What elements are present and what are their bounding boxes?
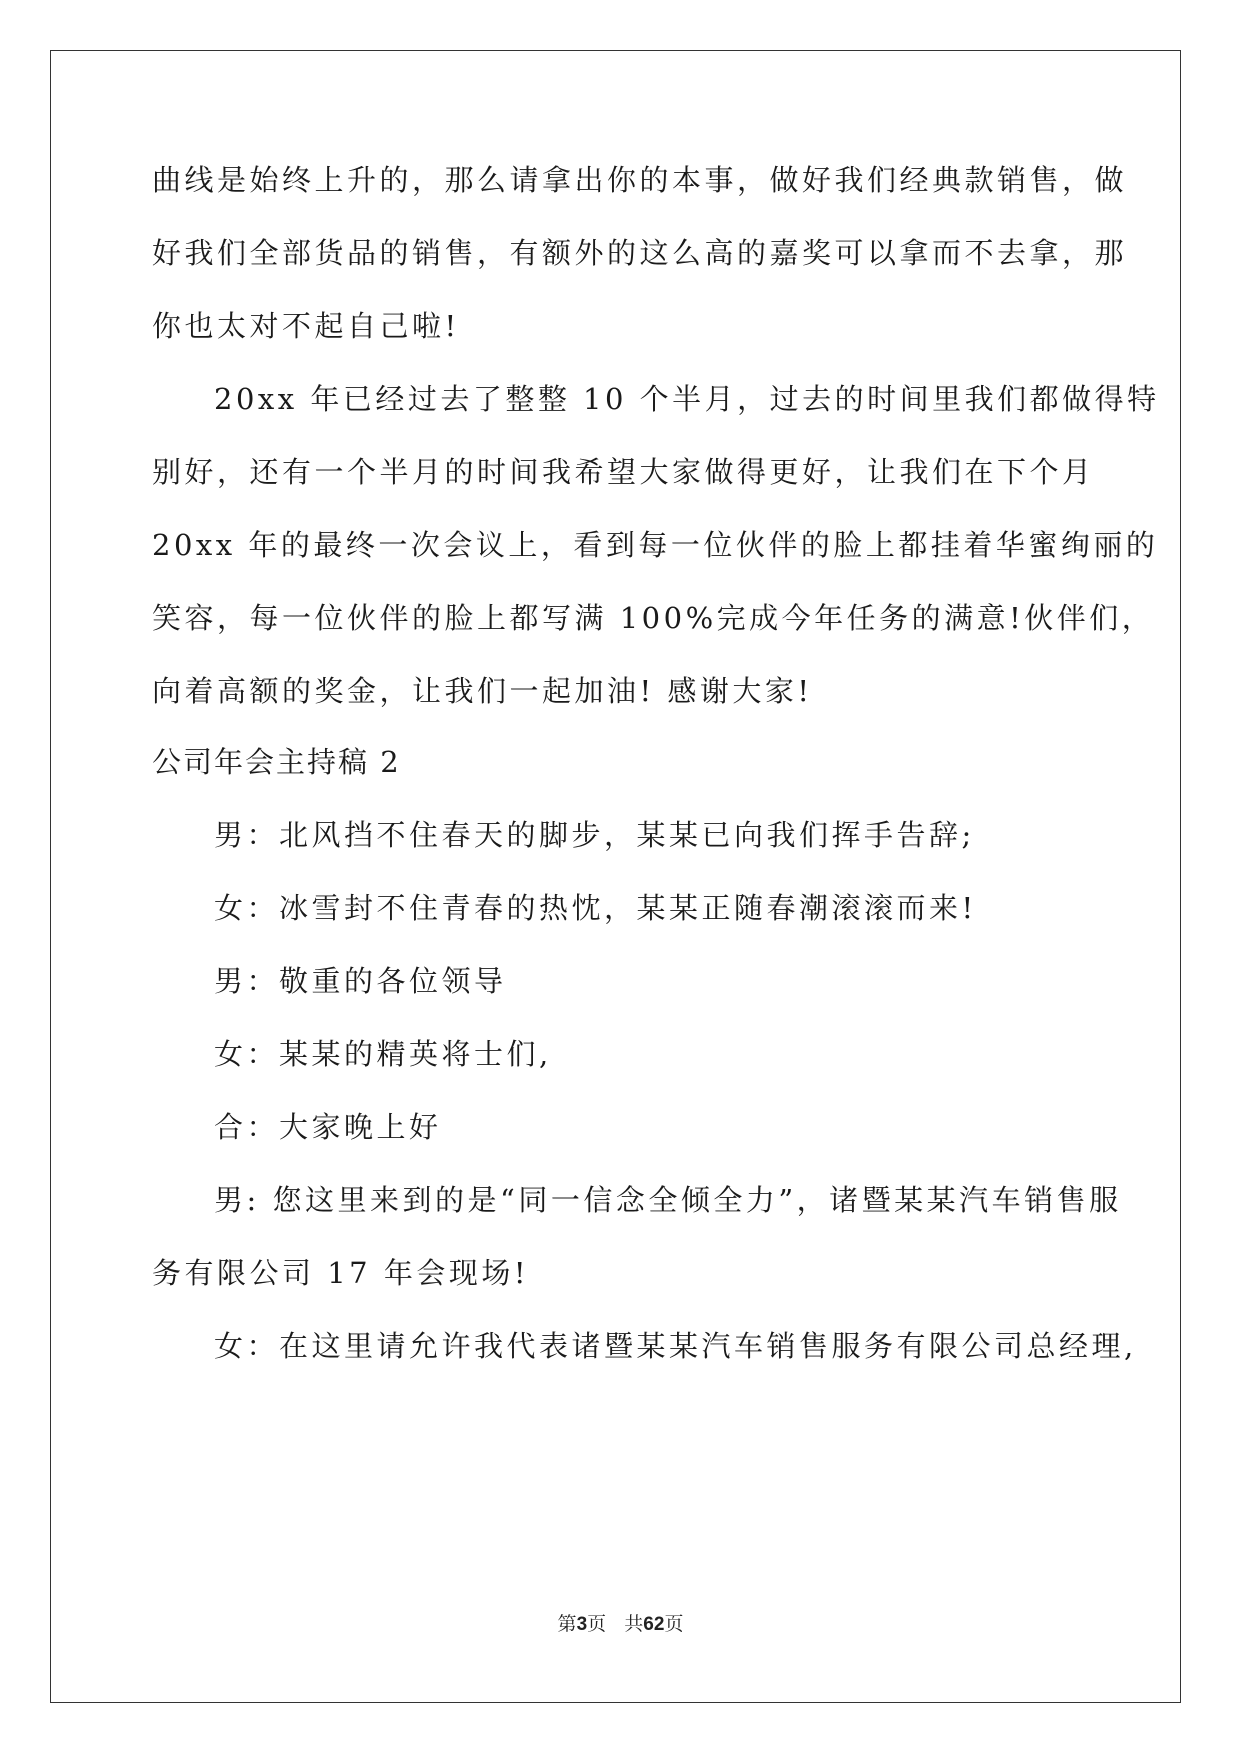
body-line-4: 20xx 年已经过去了整整 10 个半月，过去的时间里我们都做得特 [214, 382, 1160, 416]
body-line-1: 曲线是始终上升的，那么请拿出你的本事，做好我们经典款销售，做 [152, 163, 1128, 197]
total-prefix: 共 [624, 1613, 644, 1635]
body-line-3: 你也太对不起自己啦! [152, 309, 460, 343]
dialogue-line-6: 男: 您这里来到的是“同一信念全倾全力”，诸暨某某汽车销售服 [214, 1183, 1122, 1217]
page-footer [0, 1609, 1241, 1636]
page-prefix: 第 [557, 1613, 577, 1635]
dialogue-line-1: 男：北风挡不住春天的脚步，某某已向我们挥手告辞; [214, 818, 975, 852]
dialogue-line-3: 男：敬重的各位领导 [214, 964, 507, 998]
page-border [50, 50, 1181, 1703]
body-line-8: 向着高额的奖金，让我们一起加油! 感谢大家! [152, 674, 813, 708]
body-line-5: 别好，还有一个半月的时间我希望大家做得更好，让我们在下个月 [152, 455, 1095, 489]
dialogue-line-2: 女：冰雪封不住青春的热忱，某某正随春潮滚滚而来! [214, 891, 977, 925]
page-suffix: 页 [587, 1613, 607, 1635]
body-line-2: 好我们全部货品的销售，有额外的这么高的嘉奖可以拿而不去拿，那 [152, 236, 1128, 270]
body-line-7: 笑容，每一位伙伴的脸上都写满 100%完成今年任务的满意!伙伴们， [152, 601, 1155, 635]
dialogue-line-7: 务有限公司 17 年会现场! [152, 1256, 529, 1290]
dialogue-line-5: 合：大家晚上好 [214, 1110, 442, 1144]
dialogue-line-8: 女：在这里请允许我代表诸暨某某汽车销售服务有限公司总经理, [214, 1329, 1137, 1363]
page-total-number: 62 [643, 1614, 665, 1635]
body-line-6: 20xx 年的最终一次会议上，看到每一位伙伴的脸上都挂着华蜜绚丽的 [152, 528, 1159, 562]
total-suffix: 页 [664, 1613, 684, 1635]
section-heading: 公司年会主持稿 2 [152, 745, 401, 779]
page-current-number: 3 [576, 1614, 588, 1635]
dialogue-line-4: 女：某某的精英将士们, [214, 1037, 552, 1071]
